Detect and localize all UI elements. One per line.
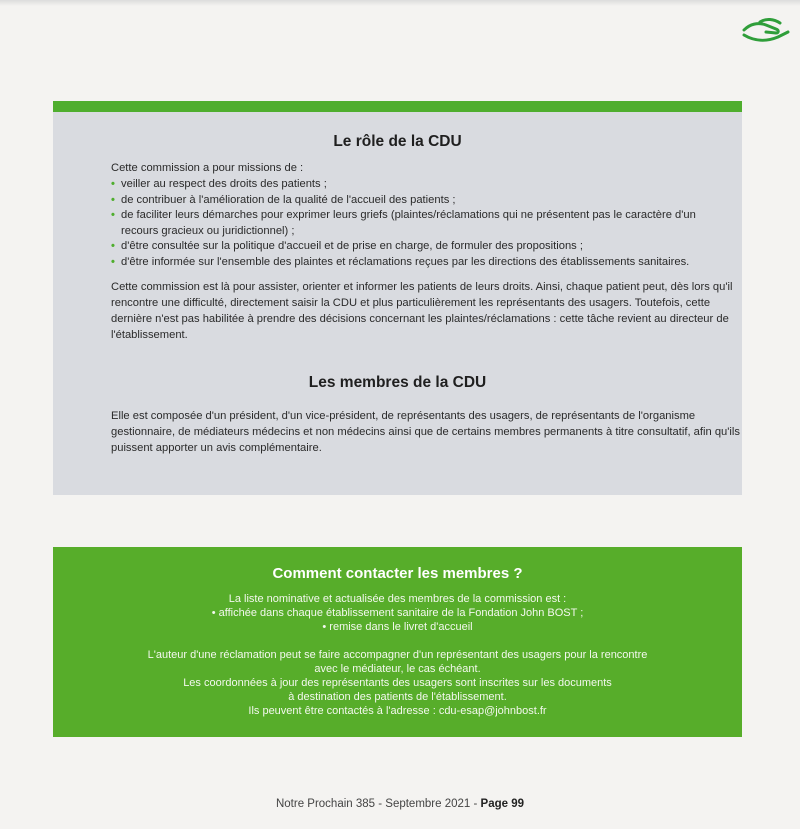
bullet-icon: • — [111, 255, 115, 268]
mission-item: • de contribuer à l'amélioration de la qualité de l'accueil des patients ; — [111, 193, 736, 209]
role-title: Le rôle de la CDU — [333, 133, 462, 150]
mission-item: • d'être consultée sur la politique d'accueil et de prise en charge, de formuler des propositions ; — [111, 239, 736, 255]
mission-item: • de faciliter leurs démarches pour exprimer leurs griefs (plaintes/réclamations qui ne présentent pas le caractère d'un recours gracieux ou juridictionnel) ; — [111, 209, 696, 237]
contact-line: • remise dans le livret d'accueil — [322, 621, 473, 633]
contact-line: à destination des patients de l'établissement. — [288, 691, 507, 703]
members-paragraph: Elle est composée d'un président, d'un vice-président, de représentants des usagers, de représentants de l'organisme gestionnaire, de médiateurs médecins et non médecins ainsi que de certains membres permanents à titre consultatif, afin qu'ils puissent apporter un avis complémentaire. — [111, 410, 740, 454]
page-number: Page 99 — [480, 798, 525, 810]
bullet-icon: • — [111, 209, 115, 221]
hand-icon — [740, 16, 792, 46]
page-footer — [0, 798, 800, 810]
page-top-edge — [0, 0, 800, 6]
bullet-icon: • — [111, 240, 115, 252]
footer-text: Notre Prochain 385 - Septembre 2021 - — [275, 798, 481, 810]
contact-email-line: Ils peuvent être contactés à l'adresse : cdu-esap@johnbost.fr — [248, 705, 547, 717]
contact-line: L'auteur d'une réclamation peut se faire accompagner d'un représentant des usagers pour la rencontre — [147, 649, 648, 661]
contact-title: Comment contacter les membres ? — [272, 565, 523, 582]
contact-line: La liste nominative et actualisée des membres de la commission est : — [228, 593, 567, 605]
contact-panel — [53, 547, 742, 737]
missions-list — [111, 177, 736, 270]
cdu-role-panel — [53, 101, 742, 495]
missions-intro: Cette commission a pour missions de : — [111, 162, 304, 174]
panel-accent-bar — [53, 101, 742, 112]
members-title: Les membres de la CDU — [308, 374, 487, 391]
mission-item: • veiller au respect des droits des patients ; — [111, 177, 736, 193]
bullet-icon: • — [111, 178, 115, 190]
role-paragraph: Cette commission est là pour assister, orienter et informer les patients de leurs droits. Ainsi, chaque patient peut, dès lors qu'il rencontre une difficulté, directement saisir la CDU et plus particulièrement les représentants des usagers. Toutefois, cette dernière n'est pas habilitée à prendre des décisions concernant les plaintes/réclamations : cette tâche revient au directeur de l'établissement. — [111, 281, 733, 341]
contact-line: avec le médiateur, le cas échéant. — [314, 663, 481, 675]
contact-line: Les coordonnées à jour des représentants des usagers sont inscrites sur les documents — [183, 677, 612, 689]
contact-line: • affichée dans chaque établissement sanitaire de la Fondation John BOST ; — [211, 607, 584, 619]
mission-item: • d'être informée sur l'ensemble des plaintes et réclamations reçues par les directions des établissements sanitaires. — [111, 255, 736, 271]
bullet-icon: • — [111, 193, 115, 206]
